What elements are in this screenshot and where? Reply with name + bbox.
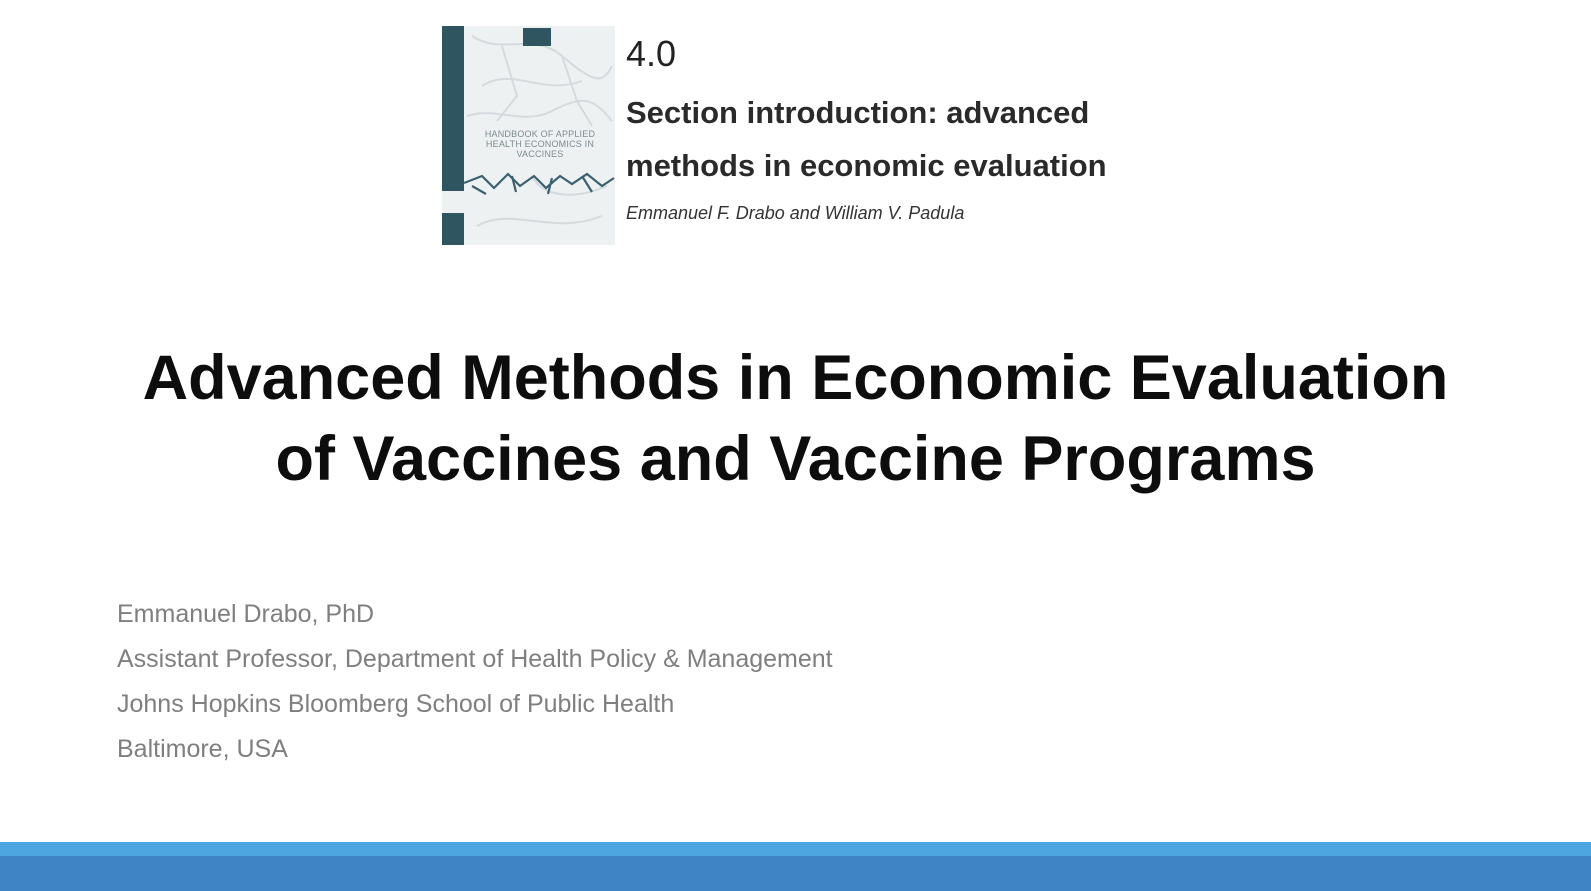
footer-accent-bar [0, 842, 1591, 856]
cover-publisher-badge [523, 28, 551, 46]
slide-title [60, 338, 1531, 500]
book-cover-image [442, 26, 615, 245]
footer-bar [0, 856, 1591, 891]
presenter-info [117, 592, 833, 772]
chapter-banner-image [442, 24, 1154, 246]
presenter-name: Emmanuel Drabo, PhD [117, 600, 375, 628]
chapter-number: 4.0 [626, 33, 677, 74]
presenter-location: Baltimore, USA [117, 735, 288, 763]
presenter-position: Assistant Professor, Department of Health Policy & Management [117, 645, 833, 673]
chapter-title [626, 86, 1146, 192]
presenter-institution: Johns Hopkins Bloomberg School of Public Health [117, 690, 675, 718]
chapter-title-line-2: methods in economic evaluation [626, 148, 1107, 183]
chapter-title-line-1: Section introduction: advanced [626, 95, 1090, 130]
cover-title: HANDBOOK OF APPLIED HEALTH ECONOMICS IN VACCINES [484, 129, 596, 159]
chapter-authors: Emmanuel F. Drabo and William V. Padula [626, 203, 965, 223]
slide-title-line-1: Advanced Methods in Economic Evaluation [142, 343, 1449, 413]
slide-title-line-2: of Vaccines and Vaccine Programs [275, 424, 1316, 494]
